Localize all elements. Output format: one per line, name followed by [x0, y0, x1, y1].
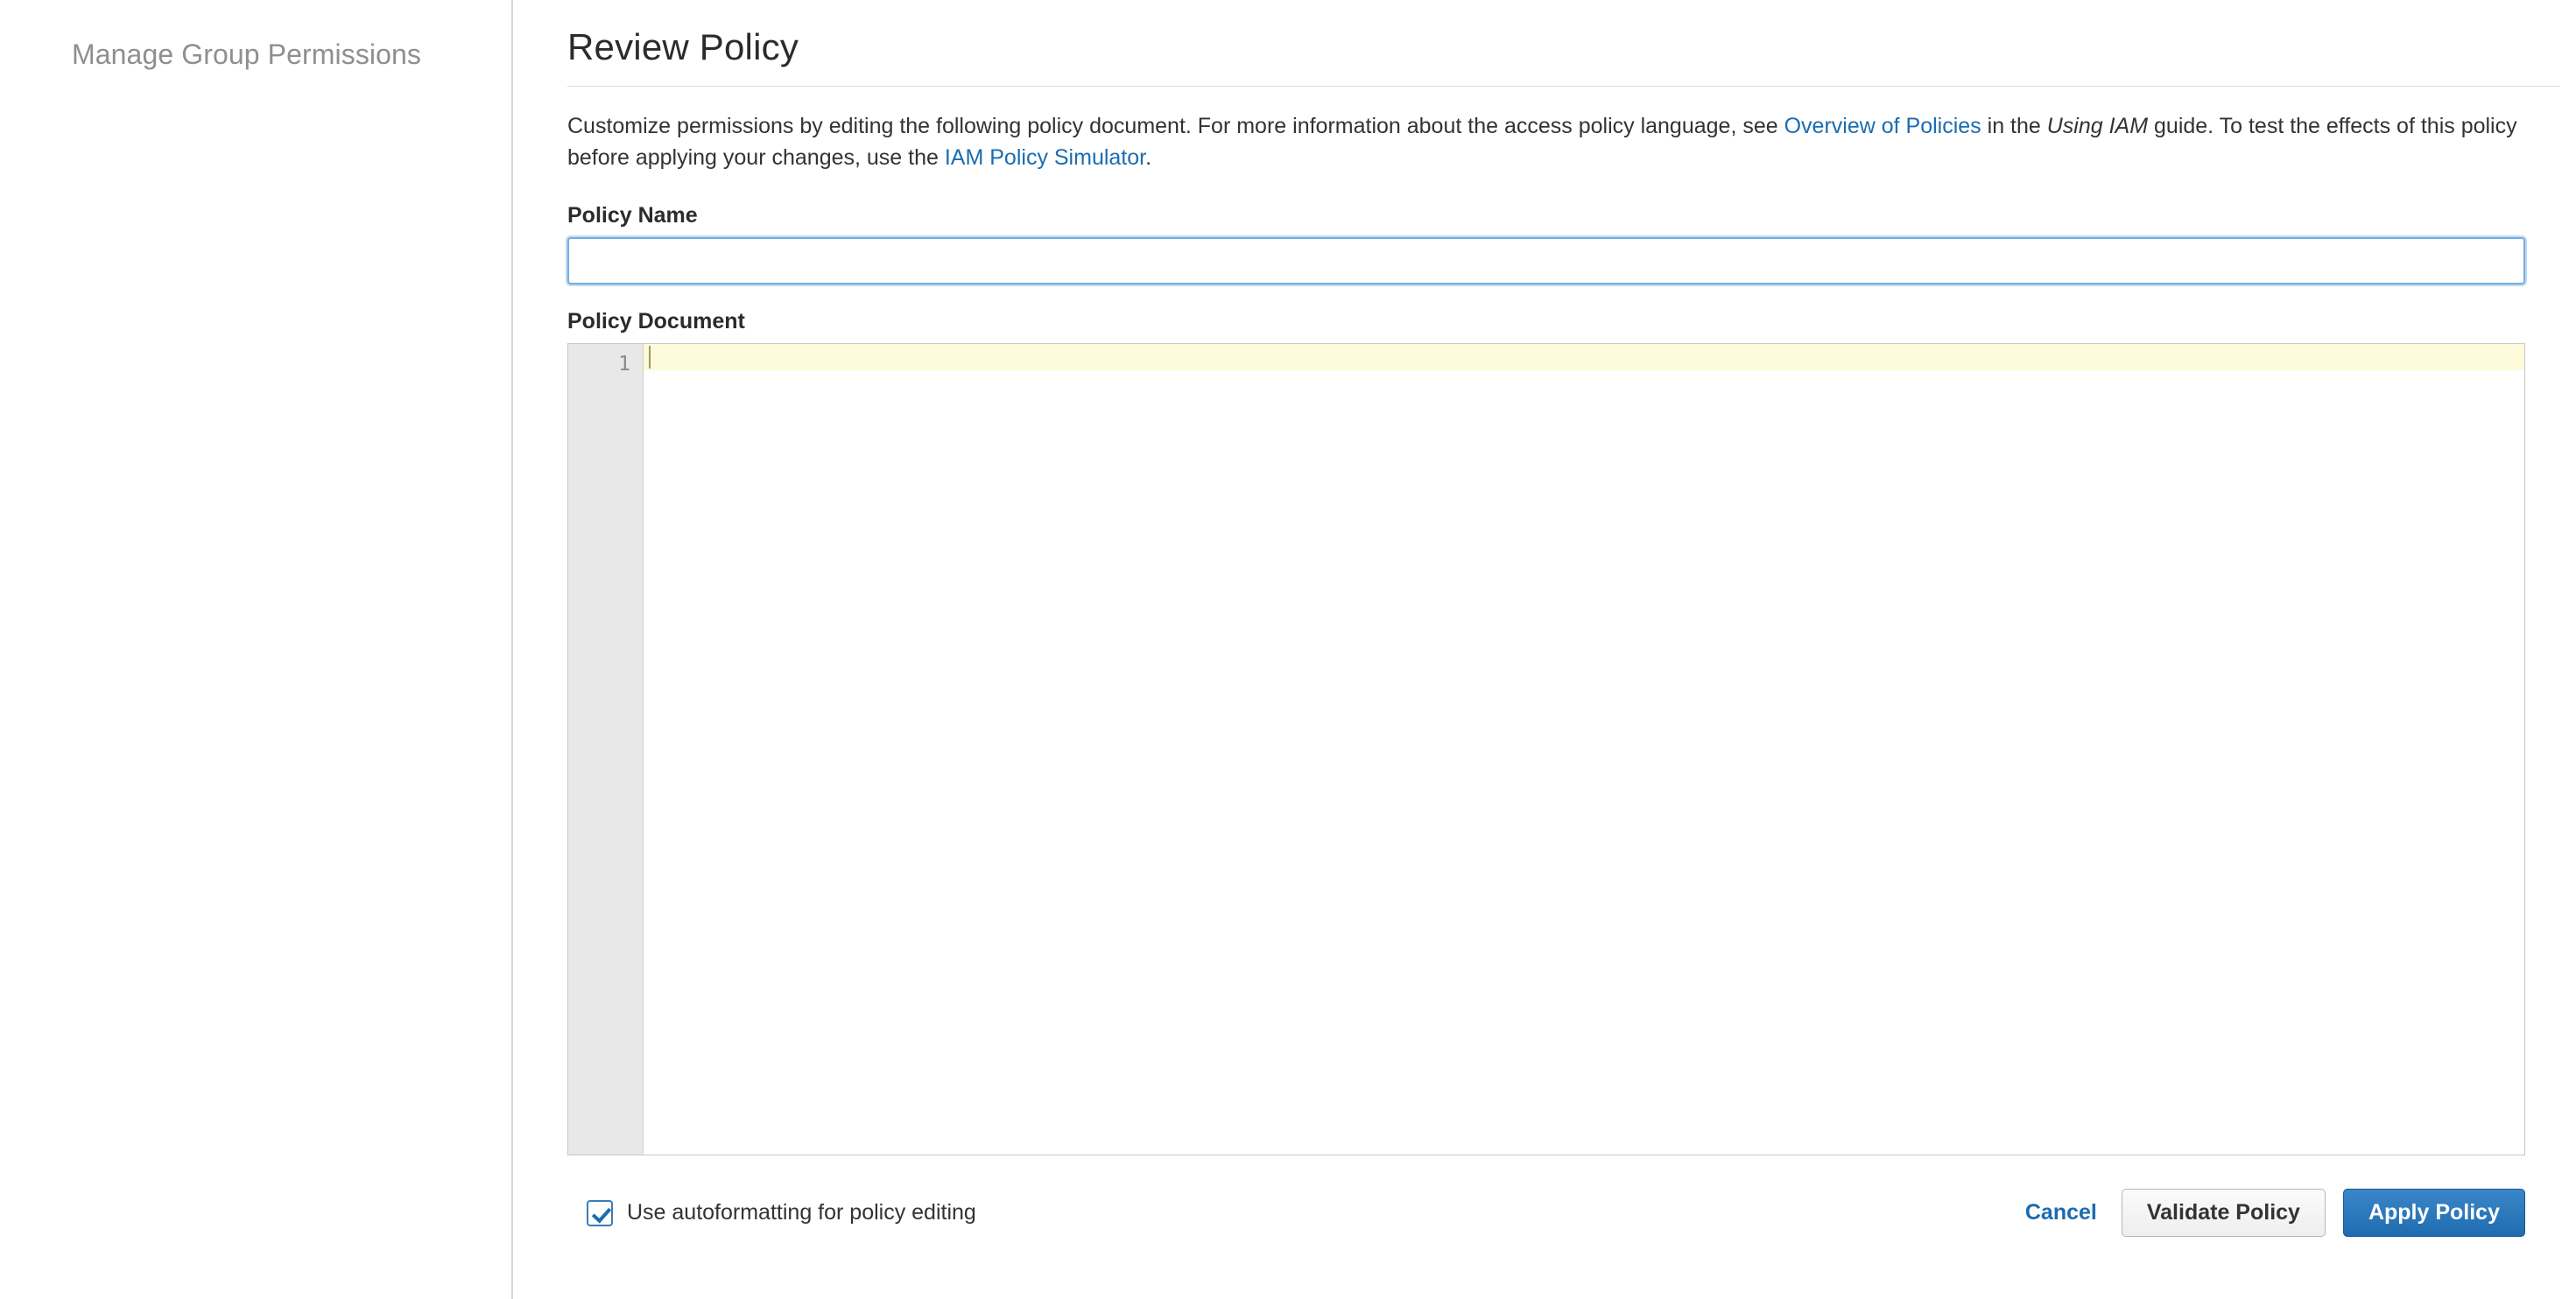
line-number: 1	[618, 353, 630, 376]
editor-active-line	[644, 344, 2524, 370]
policy-document-editor[interactable]	[567, 343, 2525, 1155]
intro-italic-using-iam: Using IAM	[2046, 114, 2149, 138]
autoformat-checkbox-group[interactable]	[587, 1200, 976, 1226]
editor-code-area[interactable]	[644, 344, 2524, 1155]
sidebar	[0, 0, 513, 1299]
text-caret	[649, 346, 651, 369]
sidebar-title: Manage Group Permissions	[72, 39, 422, 70]
policy-name-input[interactable]	[567, 237, 2525, 284]
title-divider	[567, 86, 2560, 87]
cancel-button[interactable]: Cancel	[2024, 1200, 2097, 1225]
main-panel	[513, 0, 2576, 1299]
validate-policy-button[interactable]: Validate Policy	[2122, 1189, 2326, 1237]
policy-document-label: Policy Document	[567, 309, 745, 334]
iam-policy-simulator-link[interactable]: IAM Policy Simulator	[944, 144, 1146, 170]
autoformat-checkbox[interactable]	[587, 1200, 613, 1226]
autoformat-label: Use autoformatting for policy editing	[627, 1200, 976, 1225]
policy-name-label: Policy Name	[567, 203, 698, 228]
intro-text	[567, 111, 2560, 173]
intro-part-3: guide. To test the effects of this policy before applying your changes, use the	[567, 114, 2517, 170]
intro-part-2: in the	[1981, 114, 2047, 138]
editor-gutter	[568, 344, 644, 1155]
intro-part-4: .	[1145, 144, 1152, 170]
intro-part-1: Customize permissions by editing the following policy document. For more information about the access policy language, see	[567, 114, 1784, 138]
overview-of-policies-link[interactable]: Overview of Policies	[1784, 114, 1981, 138]
apply-policy-button[interactable]: Apply Policy	[2343, 1189, 2525, 1237]
footer-bar	[567, 1189, 2525, 1237]
page-title: Review Policy	[567, 26, 799, 67]
